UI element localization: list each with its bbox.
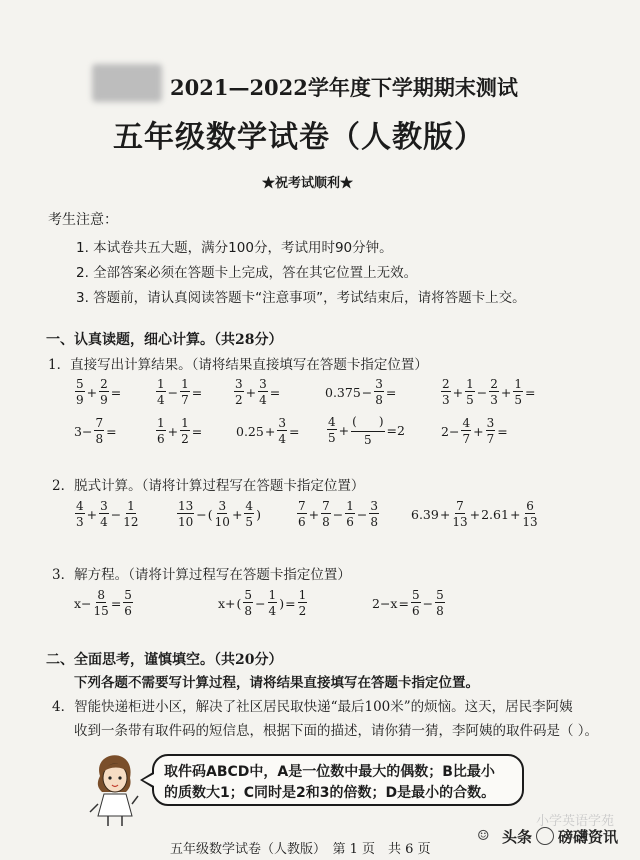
girl-illustration bbox=[86, 746, 142, 828]
question-1: 1．直接写出计算结果。（请将结果直接填写在答题卡指定位置） bbox=[48, 357, 428, 373]
page-footer: 五年级数学试卷（人教版） 第 1 页 共 6 页 bbox=[170, 842, 431, 857]
calc-1-8: 0.25 + $\frac{3}{4}$ = bbox=[236, 416, 300, 446]
blank-box bbox=[357, 414, 379, 430]
notice-heading: 考生注意： bbox=[48, 212, 118, 228]
notice-item-1: 1. 本试卷共五大题，满分100分，考试用时90分钟。 bbox=[76, 240, 393, 256]
notice-item-3: 3. 答题前，请认真阅读答题卡“注意事项”，考试结束后，请将答题卡上交。 bbox=[76, 290, 526, 306]
wechat-icon: ☺ bbox=[477, 828, 490, 844]
calc-1-6: 3− $\frac{7}{8}$ = bbox=[74, 416, 117, 446]
calc-2-1: 4 3 + $\frac{3}{4}$ − $\frac{1}{12}$ bbox=[76, 499, 139, 529]
watermark-label: 头条 bbox=[501, 828, 532, 846]
equation-2: x+ ( 5 8 − $\frac{1}{4}$ ) = $\frac{1}{2}$ bbox=[218, 588, 307, 618]
at-icon bbox=[536, 827, 554, 845]
equation-1: x− $\frac{8}{15}$ = $\frac{5}{6}$ bbox=[74, 588, 132, 618]
speech-bubble-tail-fill bbox=[143, 774, 154, 786]
watermark-ghost: 小学英语学苑 bbox=[535, 814, 614, 829]
equation-3: 2−x = $\frac{5}{6}$ − $\frac{5}{8}$ bbox=[372, 588, 444, 618]
calc-1-1: 5 9 + $\frac{2}{9}$ = bbox=[76, 377, 122, 407]
paper-title: 五年级数学试卷（人教版） bbox=[113, 120, 485, 155]
section-2-title: 二、全面思考，谨慎填空。（共20分） bbox=[46, 652, 283, 668]
question-3: 3．解方程。（请将计算过程写在答题卡指定位置） bbox=[52, 567, 351, 583]
notice-item-2: 2. 全部答案必须在答题卡上完成，答在其它位置上无效。 bbox=[76, 265, 418, 281]
bubble-line-2: 的质数大1；C同时是2和3的倍数；D是最小的合数。 bbox=[164, 785, 496, 801]
question-4-line-2: 收到一条带有取件码的短信息，根据下面的描述，请你猜一猜，李阿姨的取件码是（ ）。 bbox=[74, 723, 599, 739]
calc-1-3: 3 2 + $\frac{3}{4}$ = bbox=[235, 377, 281, 407]
question-4-line-1: 4．智能快递柜进小区，解决了社区居民取快递“最后100米”的烦恼。这天，居民李阿姨 bbox=[52, 699, 573, 715]
bubble-line-1: 取件码ABCD中，A是一位数中最大的偶数；B比最小 bbox=[164, 764, 495, 780]
calc-1-10: 2− $\frac{4}{7}$ + $\frac{3}{7}$ = bbox=[441, 416, 508, 446]
speech-bubble bbox=[152, 754, 524, 806]
calc-1-7: 1 6 + $\frac{1}{2}$ = bbox=[157, 416, 203, 446]
good-luck-note: ★祝考试顺利★ bbox=[262, 176, 354, 191]
calc-2-4: 6.39 + $\frac{7}{13}$ + 2.61 + $\frac{6}{13}$ bbox=[411, 499, 538, 529]
calc-1-9: 4 5 + ( ) 5 =2 bbox=[328, 414, 405, 447]
calc-2-2: 13 10 − ( 3 10 + $\frac{4}{5}$ ) bbox=[178, 499, 261, 529]
exam-title: 2021—2022学年度下学期期末测试 bbox=[170, 75, 518, 100]
calc-2-3: 7 6 + $\frac{7}{8}$ − $\frac{1}{6}$ − $\frac{3}{8}$ bbox=[298, 499, 379, 529]
calc-1-5: 2 3 + $\frac{1}{5}$ − $\frac{2}{3}$ + $\frac{1}{5}$ = bbox=[442, 377, 536, 407]
calc-1-4: 0.375 − $\frac{3}{8}$ = bbox=[325, 377, 397, 407]
section-2-intro: 下列各题不需要写计算过程，请将结果直接填写在答题卡指定位置。 bbox=[74, 675, 479, 691]
watermark-handle: 磅礴资讯 bbox=[557, 828, 618, 846]
watermark bbox=[502, 826, 618, 847]
calc-1-2: 1 4 − $\frac{1}{7}$ = bbox=[157, 377, 203, 407]
section-1-title: 一、认真读题，细心计算。（共28分） bbox=[46, 332, 283, 348]
redacted-logo bbox=[92, 64, 162, 102]
question-2: 2．脱式计算。（请将计算过程写在答题卡指定位置） bbox=[52, 478, 365, 494]
